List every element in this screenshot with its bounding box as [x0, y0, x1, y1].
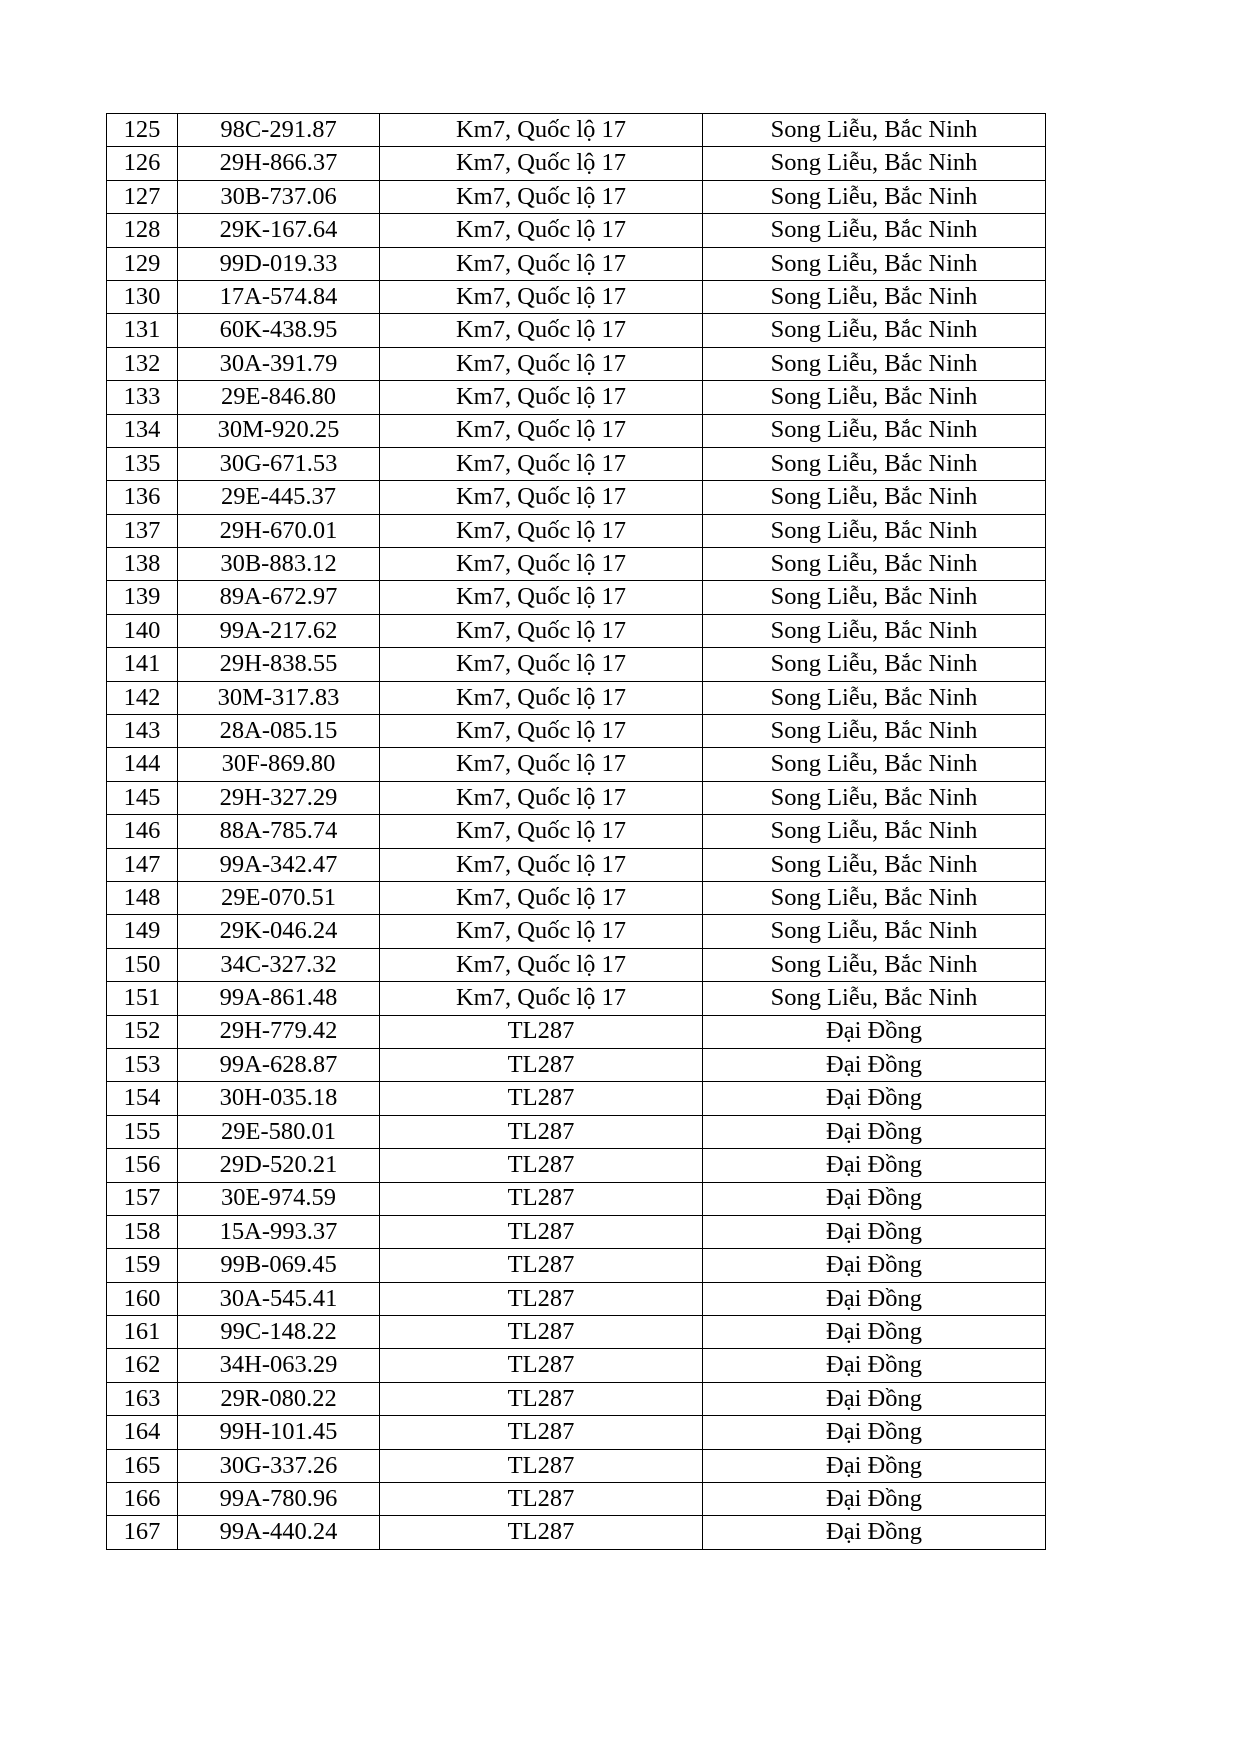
table-row — [107, 447, 1046, 480]
license-plate-cell: 28A-085.15 — [178, 715, 380, 748]
violation-location-cell: TL287 — [380, 1516, 703, 1549]
row-number-cell: 144 — [107, 748, 178, 781]
detecting-unit-cell: Song Liễu, Bắc Ninh — [703, 414, 1046, 447]
table-row — [107, 1416, 1046, 1449]
license-plate-cell: 17A-574.84 — [178, 280, 380, 313]
violation-location-cell: Km7, Quốc lộ 17 — [380, 815, 703, 848]
detecting-unit-cell: Đại Đồng — [703, 1249, 1046, 1282]
table-row — [107, 1516, 1046, 1549]
row-number-cell: 156 — [107, 1149, 178, 1182]
table-row — [107, 1048, 1046, 1081]
violation-location-cell: Km7, Quốc lộ 17 — [380, 982, 703, 1015]
license-plate-cell: 30B-737.06 — [178, 180, 380, 213]
license-plate-cell: 99A-780.96 — [178, 1483, 380, 1516]
violation-location-cell: Km7, Quốc lộ 17 — [380, 548, 703, 581]
violation-location-cell: TL287 — [380, 1215, 703, 1248]
table-row — [107, 1182, 1046, 1215]
table-row — [107, 1282, 1046, 1315]
detecting-unit-cell: Song Liễu, Bắc Ninh — [703, 347, 1046, 380]
violation-location-cell: TL287 — [380, 1048, 703, 1081]
detecting-unit-cell: Đại Đồng — [703, 1449, 1046, 1482]
row-number-cell: 129 — [107, 247, 178, 280]
table-row — [107, 1015, 1046, 1048]
detecting-unit-cell: Đại Đồng — [703, 1182, 1046, 1215]
license-plate-cell: 99H-101.45 — [178, 1416, 380, 1449]
detecting-unit-cell: Song Liễu, Bắc Ninh — [703, 881, 1046, 914]
violation-location-cell: TL287 — [380, 1382, 703, 1415]
license-plate-cell: 30G-671.53 — [178, 447, 380, 480]
detecting-unit-cell: Song Liễu, Bắc Ninh — [703, 481, 1046, 514]
violation-location-cell: Km7, Quốc lộ 17 — [380, 915, 703, 948]
row-number-cell: 143 — [107, 715, 178, 748]
row-number-cell: 159 — [107, 1249, 178, 1282]
detecting-unit-cell: Song Liễu, Bắc Ninh — [703, 280, 1046, 313]
row-number-cell: 128 — [107, 214, 178, 247]
detecting-unit-cell: Song Liễu, Bắc Ninh — [703, 748, 1046, 781]
license-plate-cell: 29D-520.21 — [178, 1149, 380, 1182]
table-row — [107, 247, 1046, 280]
row-number-cell: 146 — [107, 815, 178, 848]
license-plate-cell: 15A-993.37 — [178, 1215, 380, 1248]
license-plate-cell: 30A-545.41 — [178, 1282, 380, 1315]
row-number-cell: 166 — [107, 1483, 178, 1516]
detecting-unit-cell: Song Liễu, Bắc Ninh — [703, 447, 1046, 480]
license-plate-cell: 30H-035.18 — [178, 1082, 380, 1115]
table-row — [107, 848, 1046, 881]
license-plate-cell: 99A-217.62 — [178, 614, 380, 647]
violation-location-cell: TL287 — [380, 1282, 703, 1315]
license-plate-cell: 99A-861.48 — [178, 982, 380, 1015]
detecting-unit-cell: Đại Đồng — [703, 1048, 1046, 1081]
table-row — [107, 280, 1046, 313]
row-number-cell: 160 — [107, 1282, 178, 1315]
table-row — [107, 948, 1046, 981]
row-number-cell: 145 — [107, 781, 178, 814]
table-row — [107, 514, 1046, 547]
row-number-cell: 126 — [107, 147, 178, 180]
license-plate-cell: 99A-440.24 — [178, 1516, 380, 1549]
detecting-unit-cell: Song Liễu, Bắc Ninh — [703, 114, 1046, 147]
table-row — [107, 1483, 1046, 1516]
detecting-unit-cell: Song Liễu, Bắc Ninh — [703, 982, 1046, 1015]
license-plate-cell: 88A-785.74 — [178, 815, 380, 848]
row-number-cell: 130 — [107, 280, 178, 313]
detecting-unit-cell: Đại Đồng — [703, 1416, 1046, 1449]
license-plate-cell: 60K-438.95 — [178, 314, 380, 347]
row-number-cell: 127 — [107, 180, 178, 213]
table-row — [107, 581, 1046, 614]
violation-location-cell: Km7, Quốc lộ 17 — [380, 347, 703, 380]
row-number-cell: 134 — [107, 414, 178, 447]
row-number-cell: 165 — [107, 1449, 178, 1482]
license-plate-cell: 29E-445.37 — [178, 481, 380, 514]
license-plate-cell: 29H-838.55 — [178, 648, 380, 681]
detecting-unit-cell: Song Liễu, Bắc Ninh — [703, 314, 1046, 347]
table-row — [107, 1382, 1046, 1415]
table-row — [107, 1115, 1046, 1148]
detecting-unit-cell: Đại Đồng — [703, 1516, 1046, 1549]
violation-location-cell: Km7, Quốc lộ 17 — [380, 147, 703, 180]
table-row — [107, 881, 1046, 914]
detecting-unit-cell: Song Liễu, Bắc Ninh — [703, 381, 1046, 414]
license-plate-cell: 99D-019.33 — [178, 247, 380, 280]
license-plate-cell: 29E-846.80 — [178, 381, 380, 414]
violation-location-cell: Km7, Quốc lộ 17 — [380, 280, 703, 313]
violation-location-cell: TL287 — [380, 1182, 703, 1215]
violation-location-cell: TL287 — [380, 1316, 703, 1349]
row-number-cell: 167 — [107, 1516, 178, 1549]
violation-location-cell: Km7, Quốc lộ 17 — [380, 748, 703, 781]
detecting-unit-cell: Song Liễu, Bắc Ninh — [703, 581, 1046, 614]
license-plate-cell: 29H-779.42 — [178, 1015, 380, 1048]
license-plate-cell: 99A-342.47 — [178, 848, 380, 881]
violation-location-cell: Km7, Quốc lộ 17 — [380, 214, 703, 247]
license-plate-cell: 29E-070.51 — [178, 881, 380, 914]
table-row — [107, 1316, 1046, 1349]
row-number-cell: 141 — [107, 648, 178, 681]
detecting-unit-cell: Song Liễu, Bắc Ninh — [703, 147, 1046, 180]
row-number-cell: 164 — [107, 1416, 178, 1449]
violation-location-cell: Km7, Quốc lộ 17 — [380, 781, 703, 814]
row-number-cell: 125 — [107, 114, 178, 147]
row-number-cell: 137 — [107, 514, 178, 547]
table-row — [107, 114, 1046, 147]
detecting-unit-cell: Đại Đồng — [703, 1149, 1046, 1182]
row-number-cell: 147 — [107, 848, 178, 881]
violation-location-cell: Km7, Quốc lộ 17 — [380, 948, 703, 981]
detecting-unit-cell: Đại Đồng — [703, 1115, 1046, 1148]
detecting-unit-cell: Song Liễu, Bắc Ninh — [703, 781, 1046, 814]
violation-location-cell: Km7, Quốc lộ 17 — [380, 614, 703, 647]
row-number-cell: 140 — [107, 614, 178, 647]
license-plate-cell: 29H-670.01 — [178, 514, 380, 547]
violation-location-cell: TL287 — [380, 1082, 703, 1115]
violation-location-cell: TL287 — [380, 1449, 703, 1482]
license-plate-cell: 29K-046.24 — [178, 915, 380, 948]
license-plate-cell: 30E-974.59 — [178, 1182, 380, 1215]
table-body — [107, 114, 1046, 1550]
detecting-unit-cell: Song Liễu, Bắc Ninh — [703, 247, 1046, 280]
license-plate-cell: 34C-327.32 — [178, 948, 380, 981]
violation-location-cell: Km7, Quốc lộ 17 — [380, 114, 703, 147]
license-plate-cell: 34H-063.29 — [178, 1349, 380, 1382]
row-number-cell: 150 — [107, 948, 178, 981]
detecting-unit-cell: Song Liễu, Bắc Ninh — [703, 848, 1046, 881]
violation-location-cell: TL287 — [380, 1483, 703, 1516]
row-number-cell: 142 — [107, 681, 178, 714]
table-row — [107, 347, 1046, 380]
violation-location-cell: TL287 — [380, 1015, 703, 1048]
detecting-unit-cell: Đại Đồng — [703, 1349, 1046, 1382]
violation-location-cell: TL287 — [380, 1349, 703, 1382]
detecting-unit-cell: Đại Đồng — [703, 1215, 1046, 1248]
detecting-unit-cell: Song Liễu, Bắc Ninh — [703, 514, 1046, 547]
row-number-cell: 152 — [107, 1015, 178, 1048]
violation-location-cell: Km7, Quốc lộ 17 — [380, 881, 703, 914]
table-row — [107, 481, 1046, 514]
table-row — [107, 414, 1046, 447]
violation-location-cell: TL287 — [380, 1149, 703, 1182]
license-plate-cell: 30F-869.80 — [178, 748, 380, 781]
detecting-unit-cell: Song Liễu, Bắc Ninh — [703, 180, 1046, 213]
row-number-cell: 133 — [107, 381, 178, 414]
violation-location-cell: TL287 — [380, 1249, 703, 1282]
table-row — [107, 715, 1046, 748]
violation-location-cell: Km7, Quốc lộ 17 — [380, 481, 703, 514]
license-plate-cell: 29E-580.01 — [178, 1115, 380, 1148]
table-row — [107, 681, 1046, 714]
table-row — [107, 648, 1046, 681]
row-number-cell: 131 — [107, 314, 178, 347]
row-number-cell: 151 — [107, 982, 178, 1015]
license-plate-cell: 30A-391.79 — [178, 347, 380, 380]
license-plate-cell: 29H-866.37 — [178, 147, 380, 180]
row-number-cell: 161 — [107, 1316, 178, 1349]
row-number-cell: 138 — [107, 548, 178, 581]
violation-location-cell: Km7, Quốc lộ 17 — [380, 581, 703, 614]
table-row — [107, 1449, 1046, 1482]
row-number-cell: 135 — [107, 447, 178, 480]
detecting-unit-cell: Đại Đồng — [703, 1282, 1046, 1315]
detecting-unit-cell: Song Liễu, Bắc Ninh — [703, 214, 1046, 247]
row-number-cell: 153 — [107, 1048, 178, 1081]
license-plate-cell: 29K-167.64 — [178, 214, 380, 247]
row-number-cell: 136 — [107, 481, 178, 514]
detecting-unit-cell: Song Liễu, Bắc Ninh — [703, 548, 1046, 581]
detecting-unit-cell: Đại Đồng — [703, 1082, 1046, 1115]
table-row — [107, 815, 1046, 848]
detecting-unit-cell: Song Liễu, Bắc Ninh — [703, 715, 1046, 748]
violation-location-cell: Km7, Quốc lộ 17 — [380, 314, 703, 347]
license-plate-cell: 30M-317.83 — [178, 681, 380, 714]
violation-location-cell: TL287 — [380, 1115, 703, 1148]
table-row — [107, 314, 1046, 347]
detecting-unit-cell: Song Liễu, Bắc Ninh — [703, 614, 1046, 647]
row-number-cell: 157 — [107, 1182, 178, 1215]
violation-location-cell: TL287 — [380, 1416, 703, 1449]
table-row — [107, 214, 1046, 247]
license-plate-cell: 99A-628.87 — [178, 1048, 380, 1081]
license-plate-cell: 89A-672.97 — [178, 581, 380, 614]
license-plate-cell: 99C-148.22 — [178, 1316, 380, 1349]
detecting-unit-cell: Đại Đồng — [703, 1483, 1046, 1516]
license-plate-cell: 98C-291.87 — [178, 114, 380, 147]
detecting-unit-cell: Song Liễu, Bắc Ninh — [703, 648, 1046, 681]
table-row — [107, 1349, 1046, 1382]
detecting-unit-cell: Song Liễu, Bắc Ninh — [703, 948, 1046, 981]
table-row — [107, 982, 1046, 1015]
license-plate-cell: 29H-327.29 — [178, 781, 380, 814]
row-number-cell: 149 — [107, 915, 178, 948]
violation-location-cell: Km7, Quốc lộ 17 — [380, 247, 703, 280]
row-number-cell: 158 — [107, 1215, 178, 1248]
table-row — [107, 1082, 1046, 1115]
row-number-cell: 148 — [107, 881, 178, 914]
violation-location-cell: Km7, Quốc lộ 17 — [380, 681, 703, 714]
violation-location-cell: Km7, Quốc lộ 17 — [380, 414, 703, 447]
violation-location-cell: Km7, Quốc lộ 17 — [380, 381, 703, 414]
table-row — [107, 781, 1046, 814]
table-row — [107, 614, 1046, 647]
table-row — [107, 748, 1046, 781]
row-number-cell: 154 — [107, 1082, 178, 1115]
violation-location-cell: Km7, Quốc lộ 17 — [380, 848, 703, 881]
violation-location-cell: Km7, Quốc lộ 17 — [380, 715, 703, 748]
detecting-unit-cell: Đại Đồng — [703, 1382, 1046, 1415]
license-plate-cell: 29R-080.22 — [178, 1382, 380, 1415]
table-row — [107, 1249, 1046, 1282]
detecting-unit-cell: Song Liễu, Bắc Ninh — [703, 915, 1046, 948]
license-plate-cell: 99B-069.45 — [178, 1249, 380, 1282]
license-plate-cell: 30B-883.12 — [178, 548, 380, 581]
detecting-unit-cell: Đại Đồng — [703, 1015, 1046, 1048]
table-row — [107, 381, 1046, 414]
violation-location-cell: Km7, Quốc lộ 17 — [380, 514, 703, 547]
table-row — [107, 180, 1046, 213]
table-row — [107, 147, 1046, 180]
license-plate-cell: 30G-337.26 — [178, 1449, 380, 1482]
detecting-unit-cell: Song Liễu, Bắc Ninh — [703, 815, 1046, 848]
row-number-cell: 132 — [107, 347, 178, 380]
table-row — [107, 915, 1046, 948]
row-number-cell: 155 — [107, 1115, 178, 1148]
detecting-unit-cell: Song Liễu, Bắc Ninh — [703, 681, 1046, 714]
violation-location-cell: Km7, Quốc lộ 17 — [380, 447, 703, 480]
detecting-unit-cell: Đại Đồng — [703, 1316, 1046, 1349]
table-row — [107, 1215, 1046, 1248]
vehicle-list-table — [106, 113, 1046, 1550]
table-row — [107, 548, 1046, 581]
table-row — [107, 1149, 1046, 1182]
row-number-cell: 162 — [107, 1349, 178, 1382]
row-number-cell: 139 — [107, 581, 178, 614]
violation-location-cell: Km7, Quốc lộ 17 — [380, 180, 703, 213]
violation-location-cell: Km7, Quốc lộ 17 — [380, 648, 703, 681]
license-plate-cell: 30M-920.25 — [178, 414, 380, 447]
row-number-cell: 163 — [107, 1382, 178, 1415]
